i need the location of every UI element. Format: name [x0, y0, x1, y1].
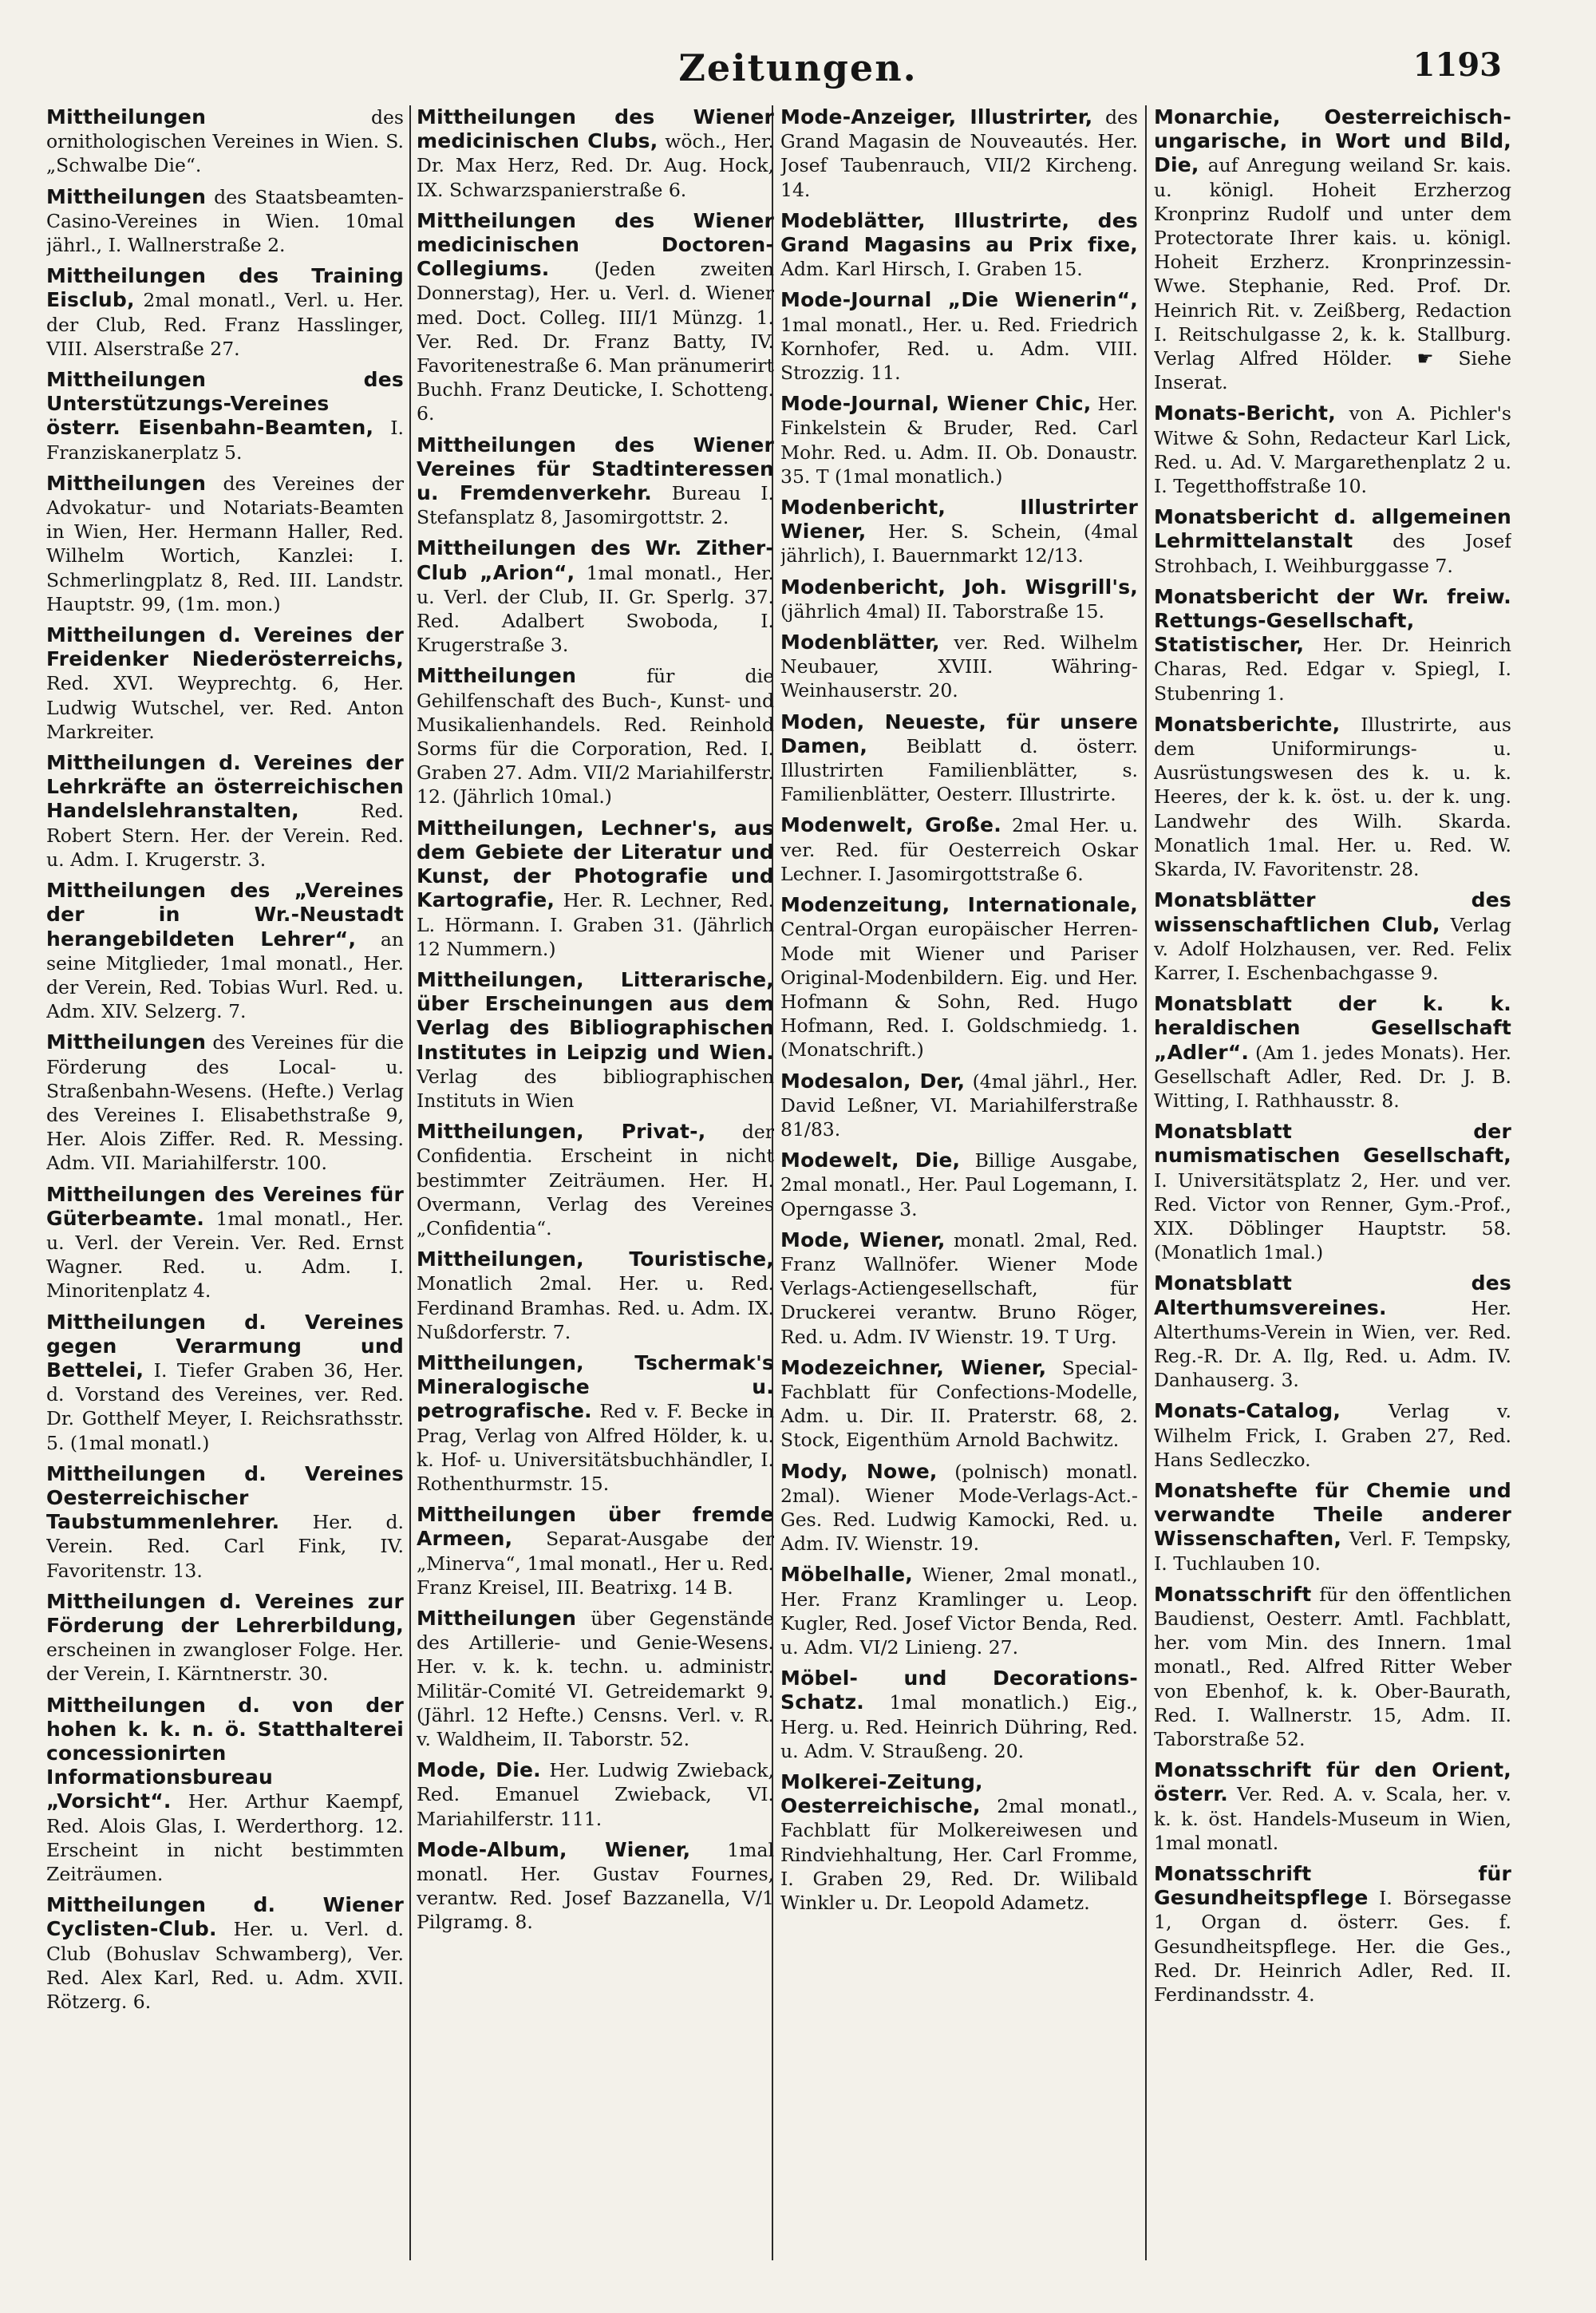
entry-details: des Staatsbeamten-Casino-Vereines in Wien. 10mal jährl., I. Wallnerstraße 2.: [46, 185, 404, 257]
entry-details: (jährlich 4mal) II. Taborstraße 15.: [780, 599, 1105, 623]
entry-title: Mittheilungen: [46, 471, 207, 495]
directory-entry: [46, 368, 404, 465]
directory-entry: [780, 1770, 1138, 1915]
directory-entry: [780, 105, 1138, 202]
entry-title: Monats-Bericht,: [1154, 401, 1336, 425]
entry-title: Mittheilungen, Tschermak's Mineralogische u. petrografische.: [417, 1350, 774, 1423]
directory-entry: [417, 1607, 774, 1751]
entry-details: Verlag v. Adolf Holzhausen, ver. Red. Felix Karrer, I. Eschenbachgasse 9.: [1154, 913, 1511, 984]
entry-title: Modesalon, Der,: [780, 1069, 966, 1093]
directory-entry: [1154, 1271, 1511, 1392]
directory-entry: [1154, 888, 1511, 985]
entry-details: der Confidentia. Erscheint in nicht bestimmter Zeiträumen. Her. H. Overmann, Verlag des Vereines „Confidentia“.: [417, 1121, 774, 1240]
directory-entry: [1154, 1120, 1511, 1264]
entry-title: Mittheilungen d. Vereines der Lehrkräfte an österreichischen Handelslehranstalten,: [46, 751, 404, 823]
entry-details: auf Anregung weiland Sr. kais. u. königl. Hoheit Erzherzog Kronprinz Rudolf und unter dem Protectorate Ihrer kais. u. königl. Hoheit Erzherz. Kronprinzessin-Wwe. Stephanie, Red. Prof. Dr. Heinrich Rit. v. Zeißberg, Redaction I. Reitschulgasse 2, k. k. Stallburg. Verlag Alfred Hölder. ☛ Siehe Inserat.: [1154, 154, 1511, 394]
entry-title: Mode-Journal „Die Wienerin“,: [780, 288, 1138, 312]
entry-details: Red. XVI. Weyprechtg. 6, Her. Ludwig Wutschel, ver. Red. Anton Markreiter.: [46, 672, 404, 743]
directory-entry: [46, 1893, 404, 2014]
entry-title: Monatsblätter des wissenschaftlichen Club,: [1154, 888, 1511, 936]
entry-details: 2mal monatl., Fachblatt für Molkereiwesen und Rindviehhaltung, Her. Carl Fromme, I. Graben 29, Red. Dr. Wilibald Winkler u. Dr. Leopold Adametz.: [780, 1795, 1138, 1915]
entry-title: Modenblätter,: [780, 631, 940, 654]
entry-details: des Vereines für die Förderung des Local- u. Straßenbahn-Wesens. (Hefte.) Verlag des Vereines I. Elisabethstraße 9, Her. Alois Ziffer. Red. R. Messing. Adm. VII. Mariahilferstr. 100.: [46, 1031, 404, 1175]
directory-entry: [1154, 505, 1511, 578]
entry-title: Molkerei-Zeitung, Oesterreichische,: [780, 1770, 983, 1818]
entry-title: Mittheilungen d. von der hohen k. k. n. ö. Statthalterei concessionirten Informationsbureau „Vorsicht“.: [46, 1693, 404, 1813]
entry-details: Her. d. Verein. Red. Carl Fink, IV. Favoritenstr. 13.: [46, 1511, 404, 1582]
entry-details: Bureau I. Stefansplatz 8, Jasomirgottstr. 2.: [417, 482, 774, 529]
entry-title: Modenwelt, Große.: [780, 813, 1001, 837]
entry-title: Mittheilungen: [46, 1030, 207, 1054]
entry-details: (Jeden zweiten Donnerstag), Her. u. Verl. d. Wiener med. Doct. Colleg. III/1 Münzg. 1. Ver. Red. Dr. Franz Batty, IV. Favoritenestraße 6. Man pränumerirt Buchh. Franz Deuticke, I. Schotteng. 6.: [417, 258, 774, 425]
entry-title: Mittheilungen des Wiener medicinischen Clubs,: [417, 105, 774, 153]
directory-entry: [780, 288, 1138, 385]
directory-entry: [1154, 105, 1511, 394]
directory-entry: [780, 1563, 1138, 1659]
directory-entry: [780, 496, 1138, 568]
directory-entry: [46, 472, 404, 616]
directory-entry: [46, 1311, 404, 1455]
entry-title: Mittheilungen über fremde Armeen,: [417, 1503, 774, 1551]
entry-title: Mittheilungen, Litterarische, über Erscheinungen aus dem Verlag des Bibliographischen Institutes in Leipzig und Wien.: [417, 967, 774, 1064]
column-4: [1154, 105, 1511, 2276]
directory-entry: [780, 1228, 1138, 1349]
directory-entry: [780, 392, 1138, 488]
directory-entry: [1154, 992, 1511, 1113]
directory-entry: [780, 631, 1138, 703]
column-3: [780, 105, 1138, 2276]
entry-title: Mody, Nowe,: [780, 1459, 938, 1483]
entry-title: Mittheilungen des Vereines für Güterbeamte.: [46, 1182, 404, 1230]
entry-details: Her. R. Lechner, Red. L. Hörmann. I. Graben 31. (Jährlich 12 Nummern.): [417, 889, 774, 960]
directory-entry: [780, 893, 1138, 1062]
entry-details: Red. Robert Stern. Her. der Verein. Red. u. Adm. I. Krugerstr. 3.: [46, 800, 404, 871]
entry-details: Monatlich 2mal. Her. u. Red. Ferdinand Bramhas. Red. u. Adm. IX. Nußdorferstr. 7.: [417, 1272, 774, 1343]
entry-title: Möbelhalle,: [780, 1563, 913, 1587]
entry-details: Beiblatt d. österr. Illustrirten Familienblätter, s. Familienblätter, Oesterr. Illustrirte.: [780, 734, 1138, 806]
entry-title: Mittheilungen d. Vereines zur Förderung der Lehrerbildung,: [46, 1589, 404, 1637]
entry-title: Mittheilungen des Wiener Vereines für Stadtinteressen u. Fremdenverkehr.: [417, 433, 774, 505]
entry-details: des Josef Strohbach, I. Weihburggasse 7.: [1154, 530, 1511, 577]
directory-entry: [46, 1694, 404, 1887]
entry-title: Mittheilungen des Wr. Zither-Club „Arion“,: [417, 536, 774, 584]
entry-details: Her. Ludwig Zwieback, Red. Emanuel Zwieback, VI. Mariahilferstr. 111.: [417, 1759, 774, 1830]
entry-details: (4mal jährl., Her. David Leßner, VI. Mariahilferstraße 81/83.: [780, 1070, 1138, 1141]
column-divider: [409, 105, 411, 2260]
entry-details: des Grand Magasin de Nouveautés. Her. Josef Taubenrauch, VII/2 Kircheng. 14.: [780, 106, 1138, 201]
directory-entry: [46, 623, 404, 744]
directory-entry: [46, 1030, 404, 1175]
entry-details: (Am 1. jedes Monats). Her. Gesellschaft Adler, Red. Dr. J. B. Witting, I. Rathhausstr. 8.: [1154, 1041, 1511, 1112]
directory-entry: [780, 1070, 1138, 1142]
entry-details: Central-Organ europäischer Herren-Mode mit Wiener und Pariser Original-Modenbildern. Eig. und Her. Hofmann & Sohn, Red. Hugo Hofmann, Red. I. Goldschmiedg. 1. (Monatschrift.): [780, 918, 1138, 1062]
entry-title: Möbel- und Decorations-Schatz.: [780, 1667, 1138, 1714]
entry-title: Mittheilungen des Unterstützungs-Vereines österr. Eisenbahn-Beamten,: [46, 368, 404, 440]
entry-details: erscheinen in zwangloser Folge. Her. der Verein, I. Kärntnerstr. 30.: [46, 1639, 404, 1686]
entry-title: Mode, Wiener,: [780, 1228, 946, 1251]
entry-details: Her. u. Verl. d. Club (Bohuslav Schwamberg), Ver. Red. Alex Karl, Red. u. Adm. XVII. Rötzerg. 6.: [46, 1918, 404, 2014]
entry-details: des ornithologischen Vereines in Wien. S. „Schwalbe Die“.: [46, 106, 404, 177]
entry-details: I. Universitätsplatz 2, Her. und ver. Red. Victor von Renner, Gym.-Prof., XIX. Döblinger Hauptstr. 58. (Monatlich 1mal.): [1154, 1168, 1511, 1264]
directory-entry: [46, 264, 404, 361]
entry-details: 2mal monatl., Verl. u. Her. der Club, Red. Franz Hasslinger, VIII. Alserstraße 27.: [46, 289, 404, 360]
directory-entry: [46, 751, 404, 872]
entry-title: Monatsbericht der Wr. freiw. Rettungs-Gesellschaft, Statistischer,: [1154, 584, 1511, 657]
entry-details: für die Gehilfenschaft des Buch-, Kunst- und Musikalienhandels. Red. Reinhold Sorms für die Corporation, Red. I. Graben 27. Adm. VII/2 Mariahilferstr. 12. (Jährlich 10mal.): [417, 665, 774, 809]
directory-entry: [417, 1247, 774, 1344]
entry-details: Red v. F. Becke in Prag, Verlag von Alfred Hölder, k. u. k. Hof- u. Universitätsbuchhändler, I. Rothenthurmstr. 15.: [417, 1400, 774, 1495]
page-number: 1193: [1412, 46, 1502, 84]
entry-title: Mittheilungen: [46, 105, 207, 128]
entry-details: I. Tiefer Graben 36, Her. d. Vorstand des Vereines, ver. Red. Dr. Gotthelf Meyer, I. Reichsrathsstr. 5. (1mal monatl.): [46, 1358, 404, 1454]
directory-entry: [417, 664, 774, 809]
entry-details: Verlag v. Wilhelm Frick, I. Graben 27, Red. Hans Sedleczko.: [1154, 1400, 1511, 1471]
entry-details: Her. Arthur Kaempf, Red. Alois Glas, I. Werderthorg. 12. Erscheint in nicht bestimmten Zeiträumen.: [46, 1790, 404, 1886]
entry-title: Mittheilungen des Training Eisclub,: [46, 264, 404, 312]
directory-entry: [780, 1149, 1138, 1221]
entry-title: Monatsberichte,: [1154, 712, 1341, 736]
column-2: [417, 105, 774, 2276]
entry-title: Mittheilungen: [417, 664, 577, 688]
entry-details: ver. Red. Wilhelm Neubauer, XVIII. Währing-Weinhauserstr. 20.: [780, 631, 1138, 702]
entry-title: Monatsblatt der numismatischen Gesellschaft,: [1154, 1120, 1511, 1168]
directory-entry: [1154, 1862, 1511, 2007]
directory-entry: [780, 575, 1138, 623]
entry-details: Billige Ausgabe, 2mal monatl., Her. Paul Logemann, I. Operngasse 3.: [780, 1149, 1138, 1220]
directory-entry: [46, 1183, 404, 1303]
entry-title: Monarchie, Oesterreichisch-ungarische, in Wort und Bild, Die,: [1154, 105, 1511, 177]
entry-details: Illustrirte, aus dem Uniformirungs- u. Ausrüstungswesen des k. u. k. Heeres, der k. k. öst. u. der k. ung. Landwehr des Wilh. Skarda. Monatlich 1mal. Her. u. Red. W. Skarda, IV. Favoritenstr. 28.: [1154, 713, 1511, 881]
entry-details: wöch., Her. Dr. Max Herz, Red. Dr. Aug. Hock, IX. Schwarzspanierstraße 6.: [417, 130, 774, 201]
directory-entry: [1154, 1399, 1511, 1472]
entry-title: Modenzeitung, Internationale,: [780, 893, 1138, 917]
entry-title: Mittheilungen, Lechner's, aus dem Gebiete der Literatur und Kunst, der Photografie und Kartografie,: [417, 816, 774, 912]
entry-details: Adm. Karl Hirsch, I. Graben 15.: [780, 258, 1083, 281]
entry-title: Mittheilungen d. Vereines gegen Verarmung und Bettelei,: [46, 1310, 404, 1382]
directory-entry: [417, 816, 774, 961]
column-1: [46, 105, 404, 2276]
directory-entry: [417, 1758, 774, 1831]
directory-entry: [417, 536, 774, 657]
directory-entry: [1154, 713, 1511, 881]
directory-entry: [417, 1838, 774, 1935]
entry-details: an seine Mitglieder, 1mal monatl., Her. der Verein, Red. Tobias Wurl. Red. u. Adm. XIV. Selzerg. 7.: [46, 927, 404, 1023]
directory-entry: [417, 1351, 774, 1496]
entry-title: Mode-Album, Wiener,: [417, 1837, 691, 1861]
entry-details: Wiener, 2mal monatl., Her. Franz Kramlinger u. Leop. Kugler, Red. Josef Victor Benda, Red. u. Adm. VI/2 Linieng. 27.: [780, 1564, 1138, 1659]
directory-entry: [417, 1503, 774, 1599]
directory-entry: [46, 105, 404, 178]
directory-entry: [1154, 1479, 1511, 1576]
entry-title: Monats-Catalog,: [1154, 1399, 1341, 1423]
entry-title: Mode, Die.: [417, 1758, 541, 1782]
entry-title: Mittheilungen: [417, 1606, 577, 1630]
page-title: Zeitungen.: [678, 46, 918, 89]
entry-title: Mittheilungen des „Vereines der in Wr.-Neustadt herangebildeten Lehrer“,: [46, 879, 404, 951]
entry-details: 1mal monatlich.) Eig., Herg. u. Red. Heinrich Dühring, Red. u. Adm. V. Straußeng. 20.: [780, 1691, 1138, 1762]
entry-title: Modeblätter, Illustrirte, des Grand Magasins au Prix fixe,: [780, 208, 1138, 257]
directory-entry: [780, 813, 1138, 886]
directory-entry: [417, 209, 774, 426]
entry-title: Monatsschrift: [1154, 1582, 1312, 1606]
entry-details: Special-Fachblatt für Confections-Modelle, Adm. u. Dir. II. Praterstr. 68, 2. Stock, Eigenthüm Arnold Bachwitz.: [780, 1356, 1138, 1452]
entry-title: Monatshefte für Chemie und verwandte Theile anderer Wissenschaften,: [1154, 1478, 1511, 1551]
entry-title: Modenbericht, Joh. Wisgrill's,: [780, 575, 1138, 599]
directory-entry: [780, 1667, 1138, 1763]
directory-entry: [417, 105, 774, 202]
entry-details: für den öffentlichen Baudienst, Oesterr. Amtl. Fachblatt, her. vom Min. des Innern. 1mal monatl., Red. Alfred Ritter Weber von Ebenhof, k. k. Ober-Baurath, Red. I. Wallnerstr. 15, Adm. II. Taborstraße 52.: [1154, 1583, 1511, 1750]
entry-details: von A. Pichler's Witwe & Sohn, Redacteur Karl Lick, Red. u. Ad. V. Margarethenplatz 2 u. I. Tegetthoffstraße 10.: [1154, 402, 1511, 498]
entry-details: (polnisch) monatl. 2mal). Wiener Mode-Verlags-Act.-Ges. Red. Ludwig Kamocki, Red. u. Adm. IV. Wienstr. 19.: [780, 1460, 1138, 1556]
entry-title: Mittheilungen d. Vereines Oesterreichischer Taubstummenlehrer.: [46, 1461, 404, 1534]
entry-title: Monatsschrift für Gesundheitspflege: [1154, 1862, 1511, 1910]
entry-title: Mode-Journal, Wiener Chic,: [780, 392, 1092, 416]
entry-title: Mittheilungen, Privat-,: [417, 1120, 706, 1144]
directory-entry: [1154, 1583, 1511, 1751]
entry-details: I. Börsegasse 1, Organ d. österr. Ges. f. Gesundheitspflege. Her. die Ges., Red. Dr. Heinrich Adler, Red. II. Ferdinandsstr. 4.: [1154, 1887, 1511, 2007]
column-divider: [1145, 105, 1147, 2260]
entry-details: 1mal monatl., Her. u. Verl. der Club, II. Gr. Sperlg. 37. Red. Adalbert Swoboda, I. Krugerstraße 3.: [417, 561, 774, 657]
entry-title: Mode-Anzeiger, Illustrirter,: [780, 105, 1093, 128]
entry-details: Her. Finkelstein & Bruder, Red. Carl Mohr. Red. u. Adm. II. Ob. Donaustr. 35. T (1mal monatlich.): [780, 393, 1138, 488]
directory-entry: [780, 209, 1138, 282]
directory-entry: [417, 968, 774, 1113]
entry-title: Mittheilungen: [46, 184, 207, 208]
entry-title: Modezeichner, Wiener,: [780, 1355, 1047, 1379]
entry-title: Moden, Neueste, für unsere Damen,: [780, 710, 1138, 757]
directory-entry: [1154, 585, 1511, 706]
directory-entry: [46, 1462, 404, 1583]
entry-details: 1mal monatl. Her. Gustav Fournes, verantw. Red. Josef Bazzanella, V/1 Pilgramg. 8.: [417, 1838, 774, 1934]
directory-entry: [780, 1460, 1138, 1556]
entry-details: Separat-Ausgabe der „Minerva“, 1mal monatl., Her u. Red. Franz Kreisel, III. Beatrixg. 14 B.: [417, 1528, 774, 1599]
directory-entry: [1154, 1758, 1511, 1855]
entry-details: 1mal monatl., Her. u. Red. Friedrich Kornhofer, Red. u. Adm. VIII. Strozzig. 11.: [780, 313, 1138, 385]
entry-title: Modenbericht, Illustrirter Wiener,: [780, 496, 1138, 544]
entry-details: Her. Dr. Heinrich Charas, Red. Edgar v. Spiegl, I. Stubenring 1.: [1154, 634, 1511, 705]
entry-details: Verlag des bibliographischen Instituts in Wien: [417, 1065, 774, 1112]
entry-details: Her. S. Schein, (4mal jährlich), I. Bauernmarkt 12/13.: [780, 520, 1138, 567]
directory-entry: [46, 1590, 404, 1686]
entry-details: Her. Alterthums-Verein in Wien, ver. Red. Reg.-R. Dr. A. Ilg, Red. u. Adm. IV. Danhauserg. 3.: [1154, 1296, 1511, 1392]
directory-entry: [1154, 401, 1511, 498]
directory-entry: [417, 1120, 774, 1240]
directory-entry: [417, 433, 774, 530]
entry-details: 1mal monatl., Her. u. Verl. der Verein. Ver. Red. Ernst Wagner. Red. u. Adm. I. Minoritenplatz 4.: [46, 1207, 404, 1303]
entry-title: Mittheilungen, Touristische,: [417, 1247, 774, 1271]
entry-details: des Vereines der Advokatur- und Notariats-Beamten in Wien, Her. Hermann Haller, Red. Wilhelm Wortich, Kanzlei: I. Schmerlingplatz 8, Red. III. Landstr. Hauptstr. 99, (1m. mon.): [46, 472, 404, 615]
directory-entry: [46, 185, 404, 258]
entry-details: über Gegenstände des Artillerie- und Genie-Wesens. Her. v. k. k. techn. u. administr. Militär-Comité VI. Getreidemarkt 9. (Jährl. 12 Hefte.) Censns. Verl. v. R. v. Waldheim, II. Taborstr. 52.: [417, 1607, 774, 1750]
entry-details: monatl. 2mal, Red. Franz Wallnöfer. Wiener Mode Verlags-Actiengesellschaft, für Druckerei verantw. Bruno Röger, Red. u. Adm. IV Wienstr. 19. T Urg.: [780, 1228, 1138, 1348]
directory-entry: [46, 879, 404, 1023]
entry-title: Mittheilungen d. Vereines der Freidenker Niederösterreichs,: [46, 623, 404, 671]
directory-entry: [780, 710, 1138, 807]
entry-title: Monatsschrift für den Orient, österr.: [1154, 1758, 1511, 1806]
entry-details: 2mal Her. u. ver. Red. für Oesterreich Oskar Lechner. I. Jasomirgottstraße 6.: [780, 814, 1138, 885]
entry-title: Mittheilungen d. Wiener Cyclisten-Club.: [46, 1893, 404, 1941]
entry-title: Modewelt, Die,: [780, 1149, 961, 1172]
entry-details: I. Franziskanerplatz 5.: [46, 417, 404, 464]
directory-entry: [780, 1356, 1138, 1453]
entry-title: Monatsblatt des Alterthumsvereines.: [1154, 1271, 1511, 1319]
entry-title: Monatsbericht d. allgemeinen Lehrmittelanstalt: [1154, 505, 1511, 553]
entry-title: Mittheilungen des Wiener medicinischen Doctoren-Collegiums.: [417, 208, 774, 281]
entry-title: Monatsblatt der k. k. heraldischen Gesellschaft „Adler“.: [1154, 992, 1511, 1064]
entry-details: Ver. Red. A. v. Scala, her. v. k. k. öst. Handels-Museum in Wien, 1mal monatl.: [1154, 1783, 1511, 1854]
entry-details: Verl. F. Tempsky, I. Tuchlauben 10.: [1154, 1528, 1511, 1575]
